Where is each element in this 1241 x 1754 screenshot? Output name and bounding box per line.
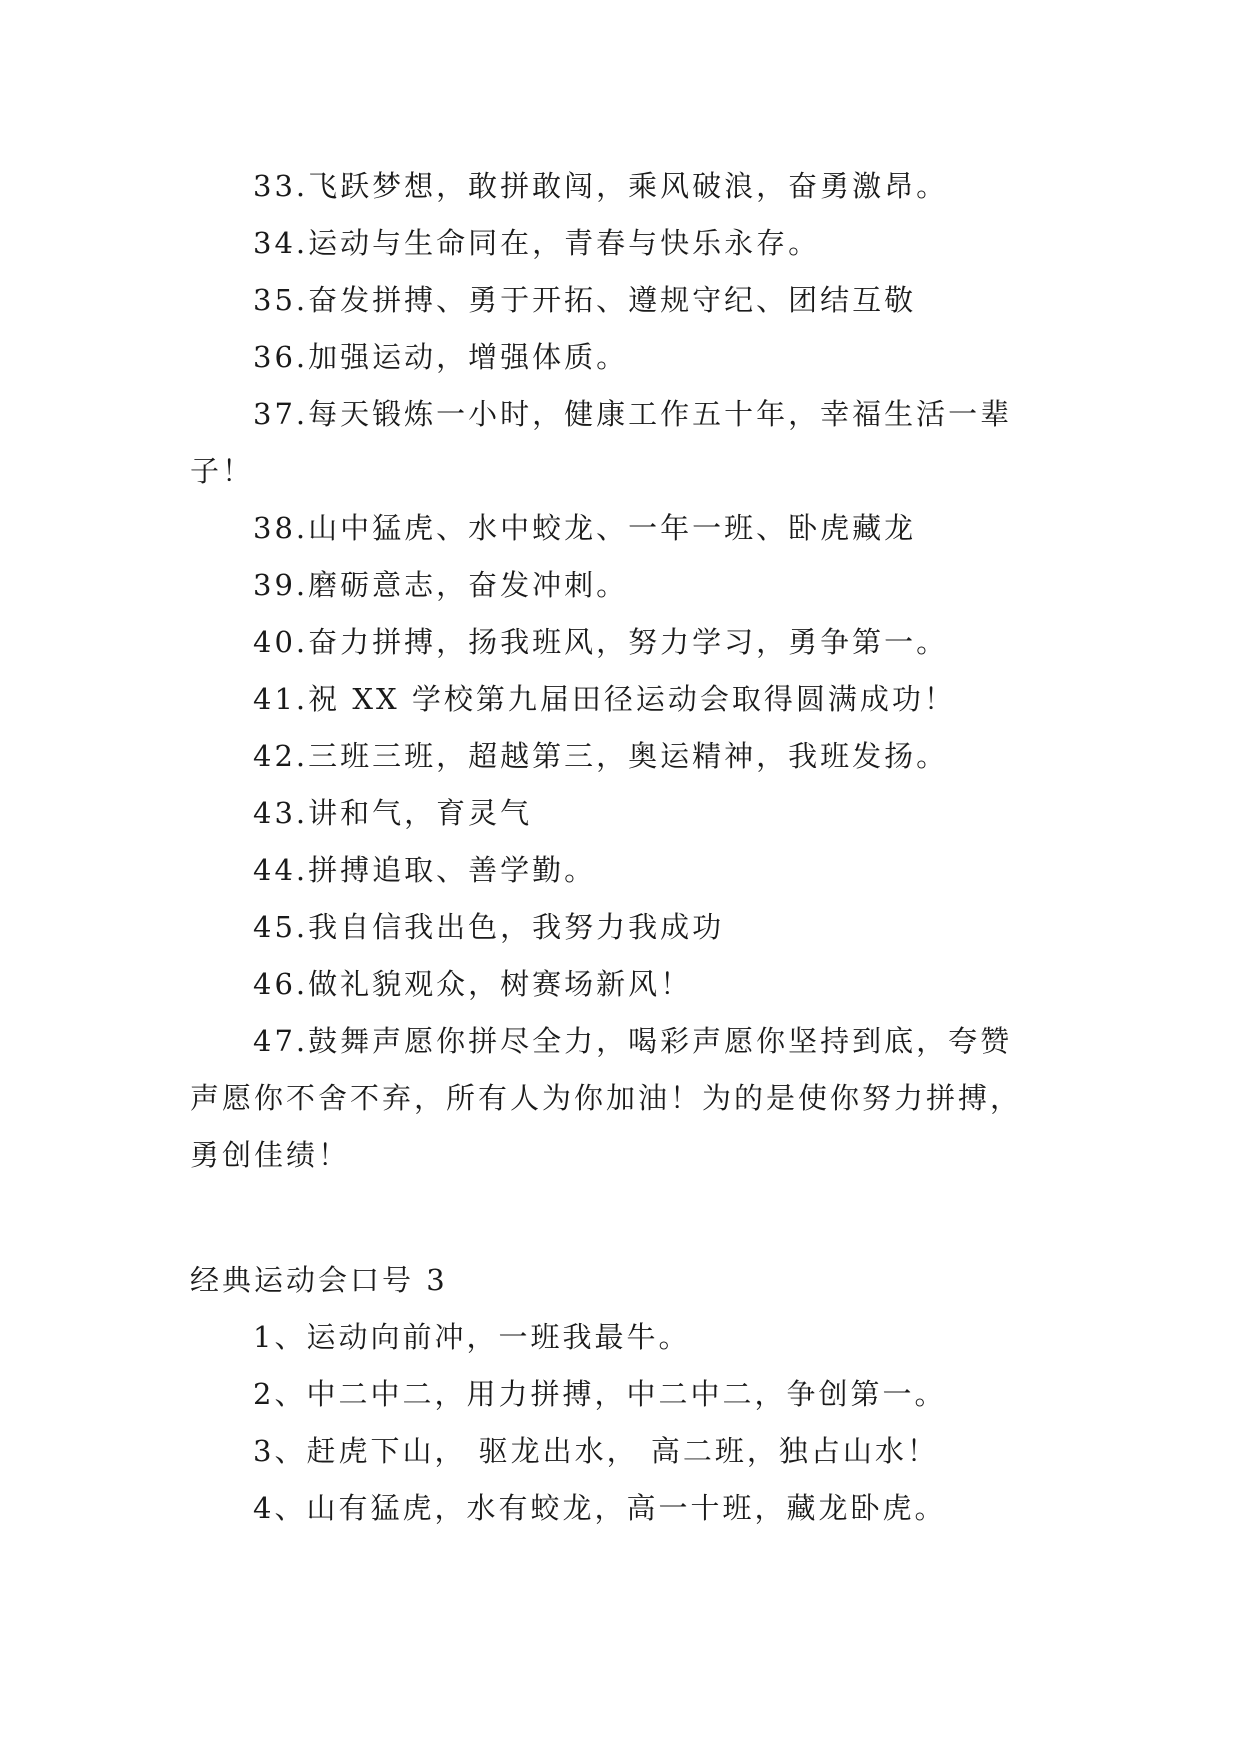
slogan-43: 43.讲和气，育灵气 [253,796,533,830]
slogan-b-4: 4、山有猛虎，水有蛟龙，高一十班，藏龙卧虎。 [253,1491,947,1525]
slogan-37-continued: 子！ [190,454,255,488]
slogan-45: 45.我自信我出色，我努力我成功 [253,910,725,944]
slogan-34: 34.运动与生命同在，青春与快乐永存。 [253,226,821,260]
slogan-39: 39.磨砺意志，奋发冲刺。 [253,568,629,602]
slogan-40: 40.奋力拼搏，扬我班风，努力学习，勇争第一。 [253,625,949,659]
slogan-47: 47.鼓舞声愿你拼尽全力，喝彩声愿你坚持到底，夸赞 [253,1024,1013,1058]
slogan-b-3: 3、赶虎下山， 驱龙出水， 高二班，独占山水！ [253,1434,939,1468]
slogan-b-2: 2、中二中二，用力拼搏，中二中二，争创第一。 [253,1377,947,1411]
slogan-b-1: 1、运动向前冲，一班我最牛。 [253,1320,691,1354]
slogan-37: 37.每天锻炼一小时，健康工作五十年，幸福生活一辈 [253,397,1013,431]
slogan-36: 36.加强运动，增强体质。 [253,340,629,374]
slogan-38: 38.山中猛虎、水中蛟龙、一年一班、卧虎藏龙 [253,511,917,545]
slogan-44: 44.拼搏追取、善学勤。 [253,853,597,887]
section-title: 经典运动会口号 3 [190,1263,448,1297]
slogan-35: 35.奋发拼搏、勇于开拓、遵规守纪、团结互敬 [253,283,917,317]
slogan-42: 42.三班三班，超越第三，奥运精神，我班发扬。 [253,739,949,773]
slogan-47-continued-2: 勇创佳绩！ [190,1138,351,1172]
slogan-33: 33.飞跃梦想，敢拼敢闯，乘风破浪，奋勇激昂。 [253,169,949,203]
slogan-41: 41.祝 XX 学校第九届田径运动会取得圆满成功！ [253,682,956,716]
slogan-47-continued-1: 声愿你不舍不弃，所有人为你加油！为的是使你努力拼搏， [190,1081,1023,1115]
slogan-46: 46.做礼貌观众，树赛场新风！ [253,967,693,1001]
